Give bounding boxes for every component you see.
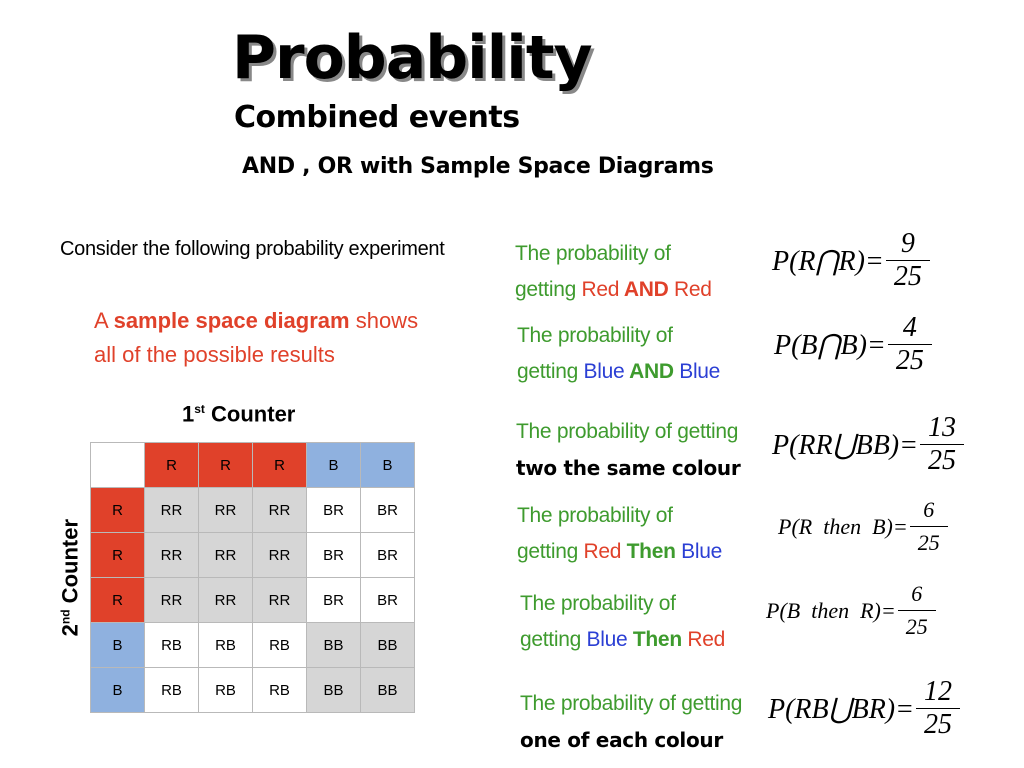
page-title: Probability: [232, 23, 592, 93]
grid-row-header: B: [91, 668, 145, 713]
grid-row-header: R: [91, 533, 145, 578]
question-red-then-blue: The probability of getting Red Then Blue: [517, 504, 722, 563]
grid-row: [91, 623, 415, 668]
grid-cell: BR: [307, 578, 361, 623]
grid-cell: BR: [307, 488, 361, 533]
page-subtitle: Combined events: [234, 100, 520, 135]
grid-row-header: B: [91, 623, 145, 668]
formula-red-and-red: P(R⋂R)= $\frac{9}{25}$: [772, 228, 930, 293]
grid-cell: RR: [145, 488, 199, 533]
grid-cell: RR: [199, 578, 253, 623]
grid-cell: RR: [145, 533, 199, 578]
formula-same-colour: P(RR⋃BB)= $\frac{13}{25}$: [772, 412, 964, 477]
grid-row: [91, 578, 415, 623]
grid-header-row: [91, 443, 415, 488]
grid-row-header: R: [91, 488, 145, 533]
sample-space-description: [94, 304, 454, 372]
grid-row: [91, 488, 415, 533]
grid-cell: RB: [253, 668, 307, 713]
formula-blue-then-red: P(B then R)= $\frac{6}{25}$: [766, 578, 936, 643]
formula-red-then-blue: P(R then B)= $\frac{6}{25}$: [778, 494, 948, 559]
grid-cell: RB: [145, 623, 199, 668]
formula-one-of-each: P(RB⋃BR)= $\frac{12}{25}$: [768, 676, 960, 741]
desc-prefix: A: [94, 308, 114, 333]
desc-bold: sample space diagram: [113, 308, 350, 333]
grid-cell: BB: [361, 623, 415, 668]
grid-cell: BB: [307, 668, 361, 713]
grid-cell: BB: [307, 623, 361, 668]
grid-corner-cell: [91, 443, 145, 488]
grid-cell: RR: [199, 533, 253, 578]
grid-row: [91, 668, 415, 713]
grid-header-cell: R: [145, 443, 199, 488]
grid-cell: RR: [145, 578, 199, 623]
grid-cell: BR: [361, 578, 415, 623]
formula-blue-and-blue: P(B⋂B)= $\frac{4}{25}$: [774, 312, 932, 377]
grid-cell: RR: [199, 488, 253, 533]
grid-row-header: R: [91, 578, 145, 623]
grid-header-cell: R: [253, 443, 307, 488]
grid-header-cell: B: [307, 443, 361, 488]
intro-text: Consider the following probability experiment: [60, 238, 445, 260]
sample-space-grid: [90, 442, 415, 713]
question-blue-then-red: The probability of getting Blue Then Red: [520, 592, 725, 651]
grid-cell: BR: [361, 533, 415, 578]
grid-cell: RB: [253, 623, 307, 668]
grid-cell: RB: [145, 668, 199, 713]
question-red-and-red: The probability of getting Red AND Red: [515, 242, 712, 301]
desc-line2: all of the possible results: [94, 342, 335, 367]
grid-cell: RR: [253, 578, 307, 623]
grid-cell: BR: [307, 533, 361, 578]
grid-cell: RR: [253, 533, 307, 578]
desc-suffix: shows: [349, 308, 419, 333]
grid-header-cell: B: [361, 443, 415, 488]
question-same-colour: The probability of getting two the same colour: [516, 420, 741, 480]
grid-header-cell: R: [199, 443, 253, 488]
second-counter-label: 2nd Counter: [57, 518, 83, 637]
question-one-of-each: The probability of getting one of each colour: [520, 692, 743, 752]
grid-cell: BR: [361, 488, 415, 533]
page-subtitle-2: AND , OR with Sample Space Diagrams: [242, 154, 714, 179]
grid-cell: RB: [199, 668, 253, 713]
grid-cell: RR: [253, 488, 307, 533]
grid-row: [91, 533, 415, 578]
first-counter-label: 1st Counter: [182, 401, 296, 427]
question-blue-and-blue: The probability of getting Blue AND Blue: [517, 324, 721, 383]
grid-cell: RB: [199, 623, 253, 668]
grid-cell: BB: [361, 668, 415, 713]
